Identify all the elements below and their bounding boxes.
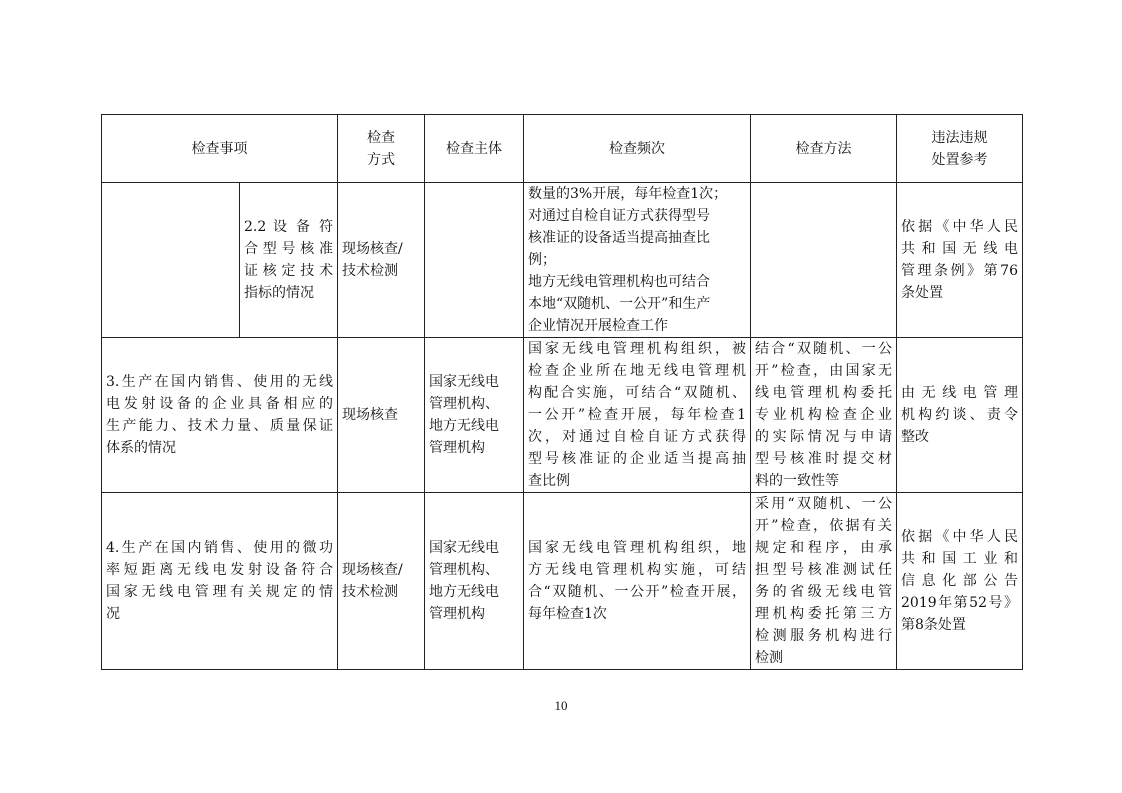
cell-line: 管理机构: [429, 440, 485, 456]
cell-line: 方无线电管理机构实施，可结: [528, 562, 746, 578]
header-frequency: 检查频次: [524, 115, 751, 183]
cell-line: 管理机构: [429, 606, 485, 622]
cell-line: 数量的3%开展，每年检查1次；: [528, 186, 728, 202]
cell-line: 地方无线电: [429, 584, 499, 600]
cell-line: 每年检查1次: [528, 606, 607, 622]
cell-line: 2019年第52号》: [901, 595, 1018, 611]
item-cell: [102, 493, 338, 670]
item-cell: [102, 338, 338, 493]
cell-line: 理机构委托第三方: [755, 606, 892, 622]
cell-line: 国家无线电: [429, 540, 499, 556]
cell-line: 核准证的设备适当提高抽查比: [528, 230, 710, 246]
cell-line: 的实际情况与申请: [755, 429, 892, 445]
cell-line: 规定和程序，由承: [755, 540, 892, 556]
penalty-cell: [897, 338, 1023, 493]
cell-line: 合型号核准: [244, 241, 333, 257]
cell-line: 证核定技术: [244, 263, 333, 279]
cell-line: 管理条例》第76: [901, 263, 1018, 279]
cell-line: 专业机构检查企业: [755, 407, 892, 423]
table-header-row: [102, 115, 1023, 183]
cell-line: 第8条处置: [901, 617, 966, 633]
table-row: [102, 493, 1023, 670]
cell-line: 2.2 设 备 符: [244, 219, 333, 235]
cell-line: 电发射设备的企业具备相应的: [106, 396, 333, 412]
cell-line: 一公开”检查开展，每年检查1: [528, 407, 746, 423]
cell-line: 型号核准证的企业适当提高抽: [528, 451, 746, 467]
frequency-cell: [524, 493, 751, 670]
cell-line: 结合“双随机、一公: [755, 341, 892, 357]
table-row: [102, 183, 1023, 338]
cell-line: 况: [106, 606, 120, 622]
method-cell: [751, 493, 897, 670]
cell-line: 本地“双随机、一公开”和生产: [528, 296, 711, 312]
cell-line: 管理机构、: [429, 562, 499, 578]
method-type-cell: [338, 493, 425, 670]
cell-line: 3.生产在国内销售、使用的无线: [106, 374, 333, 390]
cell-line: 由无线电管理: [901, 385, 1018, 401]
cell-line: 共和国工业和: [901, 551, 1018, 567]
cell-line: 国家无线电管理有关规定的情: [106, 584, 333, 600]
sub-item-cell: [240, 183, 338, 338]
cell-line: 体系的情况: [106, 440, 176, 456]
cell-line: 料的一致性等: [755, 473, 839, 489]
cell-line: 型号核准时提交材: [755, 451, 892, 467]
header-subject: 检查主体: [425, 115, 524, 183]
item-blank-cell: [102, 183, 240, 338]
cell-line: 合“双随机、一公开”检查开展，: [528, 584, 746, 600]
header-method-type: 检查 方式: [338, 115, 425, 183]
cell-line: 检查企业所在地无线电管理机: [528, 363, 746, 379]
cell-line: 开”检查，依据有关: [755, 518, 892, 534]
cell-line: 技术检测: [342, 584, 398, 600]
cell-line: 依据《中华人民: [901, 219, 1018, 235]
cell-line: 生产能力、技术力量、质量保证: [106, 418, 333, 434]
frequency-cell: [524, 338, 751, 493]
cell-line: 地方无线电管理机构也可结合: [528, 274, 710, 290]
cell-line: 现场核查: [342, 407, 398, 423]
header-penalty: 违法违规 处置参考: [897, 115, 1023, 183]
cell-line: 务的省级无线电管: [755, 584, 892, 600]
cell-line: 管理机构、: [429, 396, 499, 412]
cell-line: 开”检查，由国家无: [755, 363, 892, 379]
cell-line: 率短距离无线电发射设备符合: [106, 562, 333, 578]
cell-line: 条处置: [901, 285, 943, 301]
inspection-table: [101, 114, 1023, 670]
cell-line: 技术检测: [342, 263, 398, 279]
method-cell: [751, 183, 897, 338]
cell-line: 企业情况开展检查工作: [528, 318, 668, 334]
cell-line: 国家无线电: [429, 374, 499, 390]
subject-cell: [425, 183, 524, 338]
cell-line: 4.生产在国内销售、使用的微功: [106, 540, 333, 556]
cell-line: 地方无线电: [429, 418, 499, 434]
subject-cell: [425, 493, 524, 670]
cell-line: 检测: [755, 650, 783, 666]
subject-cell: [425, 338, 524, 493]
penalty-cell: [897, 183, 1023, 338]
cell-line: 共和国无线电: [901, 241, 1018, 257]
cell-line: 国家无线电管理机构组织，地: [528, 540, 746, 556]
method-cell: [751, 338, 897, 493]
cell-line: 国家无线电管理机构组织，被: [528, 341, 746, 357]
method-type-cell: [338, 183, 425, 338]
cell-line: 整改: [901, 429, 929, 445]
cell-line: 信息化部公告: [901, 573, 1018, 589]
cell-line: 指标的情况: [244, 285, 314, 301]
frequency-cell: [524, 183, 751, 338]
cell-line: 采用“双随机、一公: [755, 496, 892, 512]
page-number: 10: [554, 698, 568, 713]
cell-line: 构配合实施，可结合“双随机、: [528, 385, 746, 401]
cell-line: 次，对通过自检自证方式获得: [528, 429, 746, 445]
penalty-cell: [897, 493, 1023, 670]
cell-line: 例；: [528, 252, 556, 268]
cell-line: 现场核查/: [342, 562, 403, 578]
cell-line: 检测服务机构进行: [755, 628, 892, 644]
header-method: 检查方法: [751, 115, 897, 183]
cell-line: 机构约谈、责令: [901, 407, 1018, 423]
cell-line: 查比例: [528, 473, 570, 489]
table-row: [102, 338, 1023, 493]
cell-line: 现场核查/: [342, 241, 403, 257]
cell-line: 对通过自检自证方式获得型号: [528, 208, 710, 224]
cell-line: 依据《中华人民: [901, 529, 1018, 545]
header-item: 检查事项: [102, 115, 338, 183]
cell-line: 线电管理机构委托: [755, 385, 892, 401]
method-type-cell: [338, 338, 425, 493]
cell-line: 担型号核准测试任: [755, 562, 892, 578]
